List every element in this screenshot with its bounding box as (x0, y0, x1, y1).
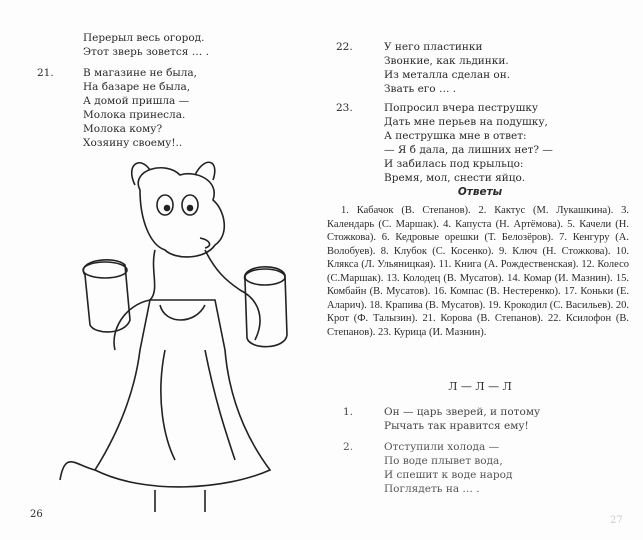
riddle-22 (384, 40, 510, 96)
poem-line: Хозяину своему!.. (83, 137, 183, 149)
poem-line: Звонкие, как льдинки. (384, 55, 509, 67)
poem-line: По воде плывет вода, (384, 455, 503, 467)
poem-line: Попросил вчера пеструшку (384, 102, 539, 114)
poem-line: Перерыл весь огород. (83, 32, 205, 44)
riddle-number: 21. (37, 67, 54, 79)
riddle-21 (83, 66, 197, 150)
poem-line: Поглядеть на … . (384, 483, 480, 495)
answers-heading: Ответы (457, 186, 503, 198)
poem-line: Этот зверь зовется … . (83, 46, 209, 58)
poem-line: У него пластинки (384, 41, 483, 53)
riddle-number: 2. (343, 441, 354, 453)
poem-line: Отступили холода — (384, 441, 500, 453)
poem-line: Звать его … . (384, 83, 457, 95)
riddle-ice (384, 440, 512, 496)
poem-line: И спешит к воде народ (384, 469, 513, 481)
section-heading: Л — Л — Л (448, 380, 512, 393)
page-number-right: 27 (610, 515, 623, 526)
poem-line: В магазине не была, (83, 67, 198, 79)
poem-line: На базаре не была, (83, 81, 191, 93)
riddle-lion (384, 405, 540, 433)
riddle-23 (384, 101, 553, 185)
page-number-left: 26 (30, 509, 43, 520)
poem-line: Он — царь зверей, и потому (384, 406, 541, 418)
poem-line: Молока принесла. (83, 109, 186, 121)
poem-line: — Я б дала, да лишних нет? — (384, 144, 553, 156)
poem-line: А пеструшка мне в ответ: (384, 130, 527, 142)
poem-line: Из металла сделан он. (384, 69, 511, 81)
poem-line: Молока кому? (83, 123, 163, 135)
riddle-number: 23. (336, 102, 353, 114)
poem-line: А домой пришла — (83, 95, 190, 107)
poem-line: Рычать так нравится ему! (384, 420, 529, 432)
answers-paragraph: 1. Кабачок (В. Степанов). 2. Кактус (М. Лукашкина). 3. Календарь (С. Маршак). 4. Капуста (Н. Артёмова). 5. Качели (Н. Стожкова). 6. Кедровые орешки (Т. Белозёров). 7. Кенгуру (А. Волобуев). 8. Клубок (С. Косенко). 9. Ключ (Н. Стожкова). 10. Клякса (Л. Ульяницкая). 11. Книга (А. Рождественская). 12. Колесо (С.Маршак). 13. Колодец (В. Мусатов). 14. Комар (И. Мазнин). 15. Комбайн (В. Мусатов). 16. Компас (В. Нестеренко). 17. Коньки (Е. Аларич). 18. Крапива (В. Мусатов). 19. Крокодил (С. Васильев). 20. Крот (Ф. Талызин). 21. Корова (В. Степанов). 22. Ксилофон (В. Степанов). 23. Курица (И. Мазнин). (327, 205, 629, 338)
riddle-number: 1. (343, 406, 354, 418)
poem-line: Дать мне перьев на подушку, (384, 116, 548, 128)
riddle-number: 22. (336, 41, 353, 53)
poem-line: Время, мол, снести яйцо. (384, 172, 526, 184)
cow-illustration (55, 150, 310, 515)
poem-line: И забилась под крыльцо: (384, 158, 524, 170)
